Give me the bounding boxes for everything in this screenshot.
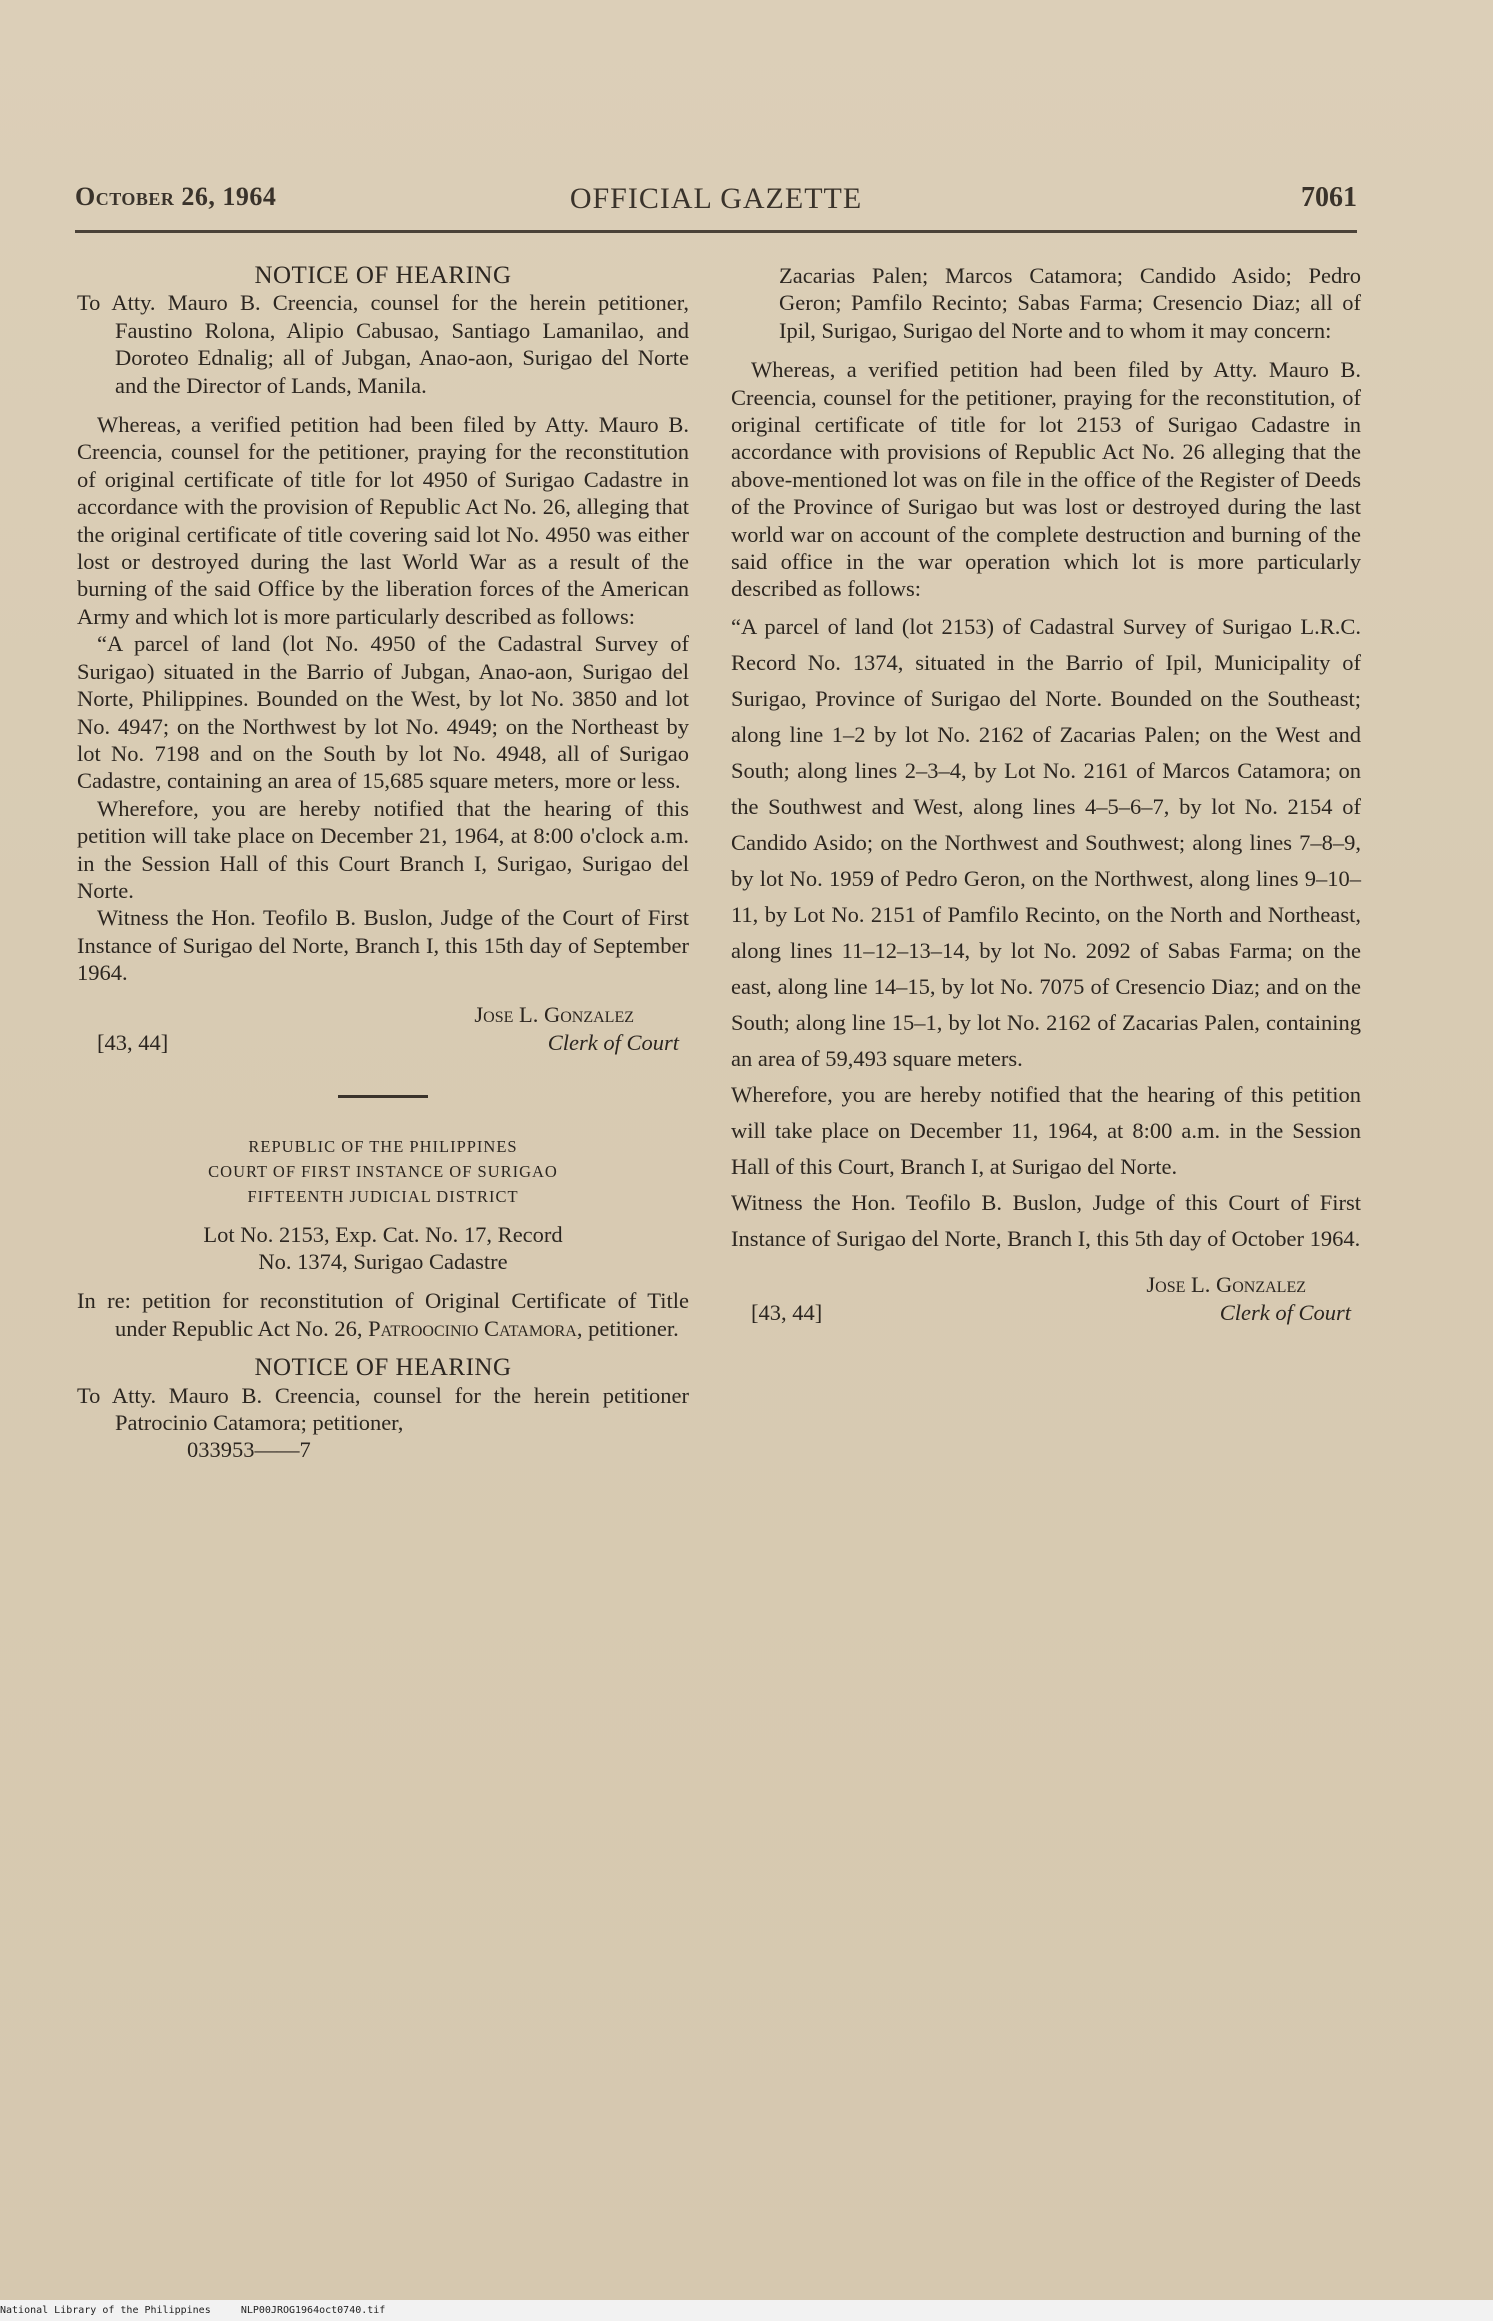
- header-page-number: 7061: [1301, 182, 1357, 213]
- notice-whereas: Whereas, a verified petition had been filed by Atty. Mauro B. Creencia, counsel for the petitioner, praying for the reconstitution of original certificate of title for lot 4950 of Surigao Cadastre in accordance with the provision of Republic Act No. 26, alleging that the original certificate of title covering said lot No. 4950 was either lost or destroyed during the last World War as a result of the burning of the said Office by the liberation forces of the American Army and which lot is more particularly described as follows:: [77, 412, 689, 629]
- signature-block: [77, 1001, 689, 1063]
- page-header: [75, 182, 1357, 222]
- notice-addressees-continued: Zacarias Palen; Marcos Catamora; Candido Asido; Pedro Geron; Pamfilo Recinto; Sabas Farma; Cresencio Diaz; all of Ipil, Surigao, Surigao del Norte and to whom it may concern:: [779, 263, 1361, 343]
- signer-role: Clerk of Court: [1219, 1299, 1351, 1325]
- header-date: October 26, 1964: [75, 182, 277, 211]
- court-heading: [77, 1134, 689, 1209]
- notice-witness: Witness the Hon. Teofilo B. Buslon, Judge of this Court of First Instance of Surigao del Norte, Branch I, this 5th day of October 1964.: [731, 1189, 1361, 1251]
- right-column: [731, 262, 1361, 1333]
- notice-heading: NOTICE OF HEARING: [254, 1354, 512, 1382]
- notice-wherefore: Wherefore, you are hereby notified that the hearing of this petition will take place on December 21, 1964, at 8:00 o'clock a.m. in the Session Hall of this Court Branch I, Surigao, Surigao del Norte.: [77, 795, 689, 903]
- signature-block: [731, 1271, 1361, 1333]
- signer-name: Jose L. Gonzalez: [1146, 1271, 1306, 1297]
- section-divider: [338, 1095, 428, 1098]
- signer-name: Jose L. Gonzalez: [474, 1001, 634, 1027]
- notice-addressees: To Atty. Mauro B. Creencia, counsel for the herein petitioner, Faustino Rolona, Alipio Cabusao, Santiago Lamanilao, and Doroteo Ednalig; all of Jubgan, Anao-aon, Surigao del Norte and the Director of Lands, Manila.: [77, 290, 689, 398]
- notice-whereas: Whereas, a verified petition had been filed by Atty. Mauro B. Creencia, counsel for the petitioner, praying for the reconstitution, of original certificate of title for lot 2153 of Surigao Cadastre in accordance with provisions of Republic Act No. 26 alleging that the above-mentioned lot was on file in the office of the Register of Deeds of the Province of Surigao but was lost or destroyed during the last world war on account of the complete destruction and burning of the said office in the war operation which lot is more particularly described as follows:: [731, 357, 1361, 602]
- in-re-paragraph: [77, 1287, 689, 1342]
- in-re-text: In re: petition for reconstitution of Original Certificate of Title under Republic Act No. 26,: [77, 1288, 689, 1341]
- signer-role: Clerk of Court: [547, 1029, 679, 1055]
- header-title: OFFICIAL GAZETTE: [569, 182, 863, 215]
- notice-parcel: “A parcel of land (lot 2153) of Cadastral Survey of Surigao L.R.C. Record No. 1374, situated in the Barrio of Ipil, Municipality of Surigao, Province of Surigao del Norte. Bounded on the Southeast; along line 1–2 by lot No. 2162 of Zacarias Palen; on the West and South; along lines 2–3–4, by Lot No. 2161 of Marcos Catamora; on the Southwest and West, along lines 4–5–6–7, by lot No. 2154 of Candido Asido; on the Northwest and Southwest; along lines 7–8–9, by lot No. 1959 of Pedro Geron, on the Northwest, along lines 9–10–11, by Lot No. 2151 of Pamfilo Recinto, on the North and Northeast, along lines 11–12–13–14, by lot No. 2092 of Sabas Farma; on the east, along line 14–15, by lot No. 7075 of Cresencio Diaz; and on the South; along line 15–1, by lot No. 2162 of Zacarias Palen, containing an area of 59,493 square meters.: [731, 613, 1361, 1071]
- notice-witness: Witness the Hon. Teofilo B. Buslon, Judge of the Court of First Instance of Surigao del Norte, Branch I, this 15th day of September 1964.: [77, 905, 689, 986]
- issue-reference: [43, 44]: [751, 1299, 823, 1325]
- court-line: COURT OF FIRST INSTANCE OF SURIGAO: [208, 1161, 558, 1181]
- issue-reference: [43, 44]: [97, 1029, 169, 1055]
- print-code: 033953——7: [187, 1437, 311, 1463]
- header-rule: [75, 230, 1357, 233]
- notice-heading: NOTICE OF HEARING: [254, 262, 512, 289]
- lot-line: Lot No. 2153, Exp. Cat. No. 17, Record: [203, 1221, 563, 1247]
- court-line: REPUBLIC OF THE PHILIPPINES: [248, 1136, 518, 1156]
- notice-addressees: To Atty. Mauro B. Creencia, counsel for the herein petitioner Patrocinio Catamora; petitioner,: [77, 1382, 689, 1435]
- in-re-petitioner: Patroocinio Catamora: [368, 1315, 577, 1341]
- notice-wherefore: Wherefore, you are hereby notified that the hearing of this petition will take place on December 11, 1964, at 8:00 a.m. in the Session Hall of this Court, Branch I, at Surigao del Norte.: [731, 1081, 1361, 1179]
- notice-parcel: “A parcel of land (lot No. 4950 of the Cadastral Survey of Surigao) situated in the Barrio of Jubgan, Anao-aon, Surigao del Norte, Philippines. Bounded on the West, by lot No. 3850 and lot No. 4947; on the Northwest by lot No. 4949; on the Northeast by lot No. 7198 and on the South by lot No. 4948, all of Surigao Cadastre, containing an area of 15,685 square meters, more or less.: [77, 631, 689, 794]
- scan-caption: National Library of the Philippines NLP00JROG1964oct0740.tif: [0, 2305, 386, 2316]
- left-column: [77, 262, 689, 1464]
- lot-line: No. 1374, Surigao Cadastre: [258, 1248, 508, 1274]
- in-re-suffix: , petitioner.: [576, 1315, 679, 1341]
- court-line: FIFTEENTH JUDICIAL DISTRICT: [247, 1186, 519, 1206]
